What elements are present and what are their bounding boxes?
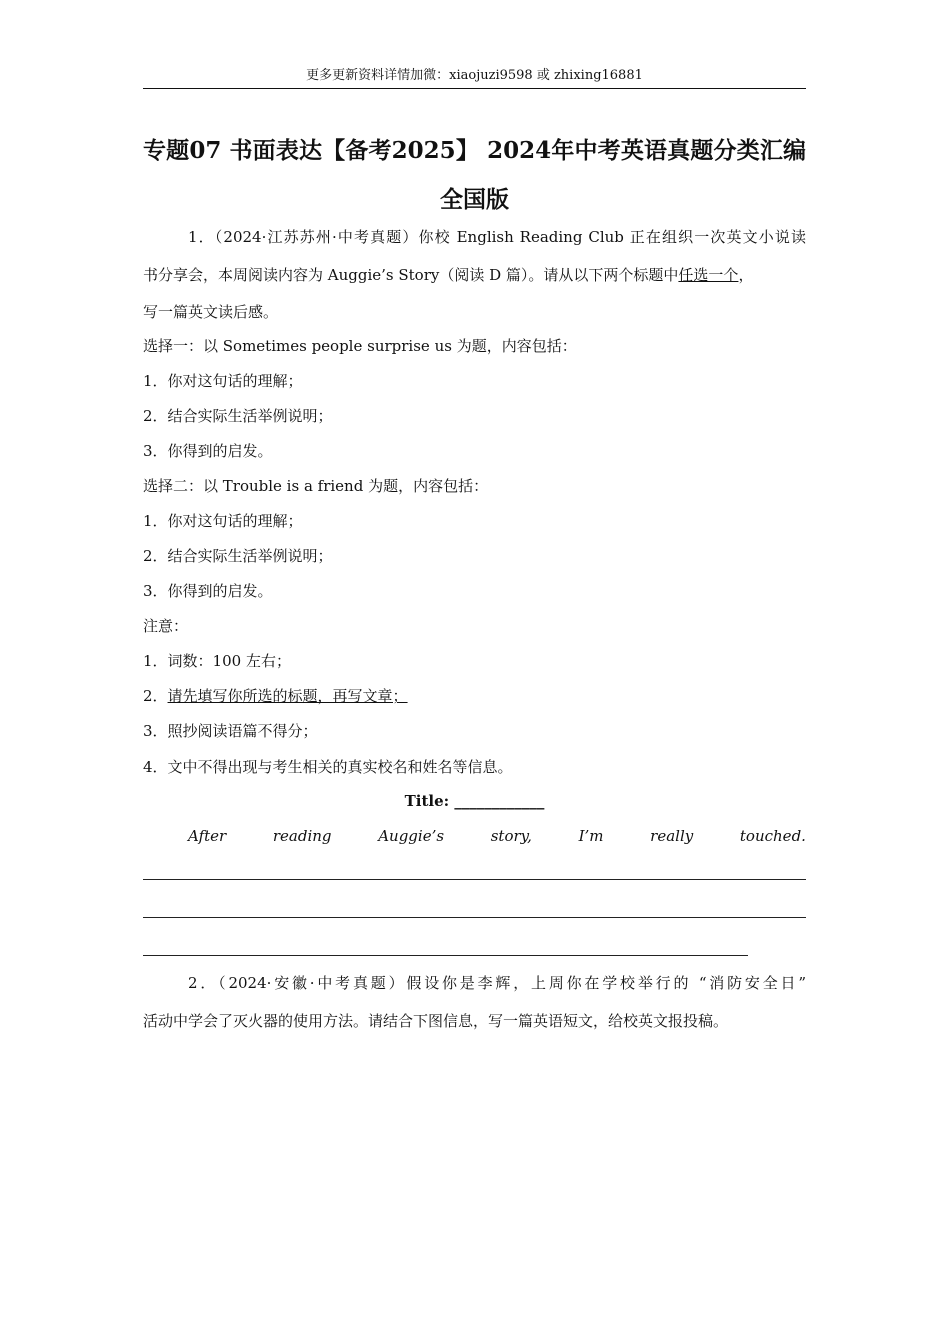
note-item: 3．照抄阅读语篇不得分；	[143, 722, 318, 740]
answer-word: I’m	[578, 827, 604, 845]
answer-word: story,	[490, 827, 532, 845]
option1-item: 1．你对这句话的理解；	[143, 372, 303, 390]
document-subtitle: 全国版	[440, 186, 509, 213]
note-item: 4．文中不得出现与考生相关的真实校名和姓名等信息。	[143, 758, 513, 776]
note-number: 2．	[143, 687, 168, 705]
option1-item: 2．结合实际生活举例说明；	[143, 407, 333, 425]
q2-prompt-line-1: 2．（2024·安徽·中考真题）假设你是李辉，上周你在学校举行的 “消防安全日”	[188, 974, 806, 992]
option1-item: 3．你得到的启发。	[143, 442, 273, 460]
option1-heading: 选择一：以 Sometimes people surprise us 为题，内容包括：	[143, 337, 577, 355]
q1-prompt-line-1: 1．（2024·江苏苏州·中考真题）你校 English Reading Club 正在组织一次英文小说读	[188, 228, 806, 246]
option2-item: 1．你对这句话的理解；	[143, 512, 303, 530]
answer-word: After	[188, 827, 227, 845]
page-header-note: 更多更新资料详情加微：xiaojuzi9598 或 zhixing16881	[143, 66, 806, 89]
document-title: 专题07 书面表达【备考2025】 2024年中考英语真题分类汇编	[143, 137, 806, 164]
answer-word: reading	[272, 827, 332, 845]
answer-word: Auggie’s	[378, 827, 445, 845]
q1-prompt-line-2-text: 书分享会，本周阅读内容为 Auggie’s Story（阅读 D 篇）。请从以下两个标题中	[143, 266, 679, 284]
answer-start-sentence	[188, 824, 806, 848]
answer-title-field: Title: ____________	[404, 792, 545, 810]
q1-prompt-line-2	[143, 263, 806, 287]
note-item: 1．词数：100 左右；	[143, 652, 291, 670]
q2-prompt-line-2: 活动中学会了灭火器的使用方法。请结合下图信息，写一篇英语短文，给校英文报投稿。	[143, 1012, 729, 1030]
q1-prompt-line-3: 写一篇英文读后感。	[143, 303, 279, 321]
note-underlined-text: 请先填写你所选的标题，再写文章；	[167, 687, 408, 705]
answer-word: touched.	[739, 827, 806, 845]
q1-prompt-line-2-end: ，	[738, 266, 754, 284]
option2-heading: 选择二：以 Trouble is a friend 为题，内容包括：	[143, 477, 489, 495]
answer-blank-line	[143, 955, 748, 956]
answer-blank-line	[143, 917, 806, 918]
answer-word: really	[650, 827, 694, 845]
option2-item: 2．结合实际生活举例说明；	[143, 547, 333, 565]
option2-item: 3．你得到的启发。	[143, 582, 273, 600]
q1-choose-one-emphasis: 任选一个	[678, 266, 739, 284]
notes-heading: 注意：	[143, 617, 189, 635]
note-item	[143, 684, 806, 708]
answer-blank-line	[143, 879, 806, 880]
